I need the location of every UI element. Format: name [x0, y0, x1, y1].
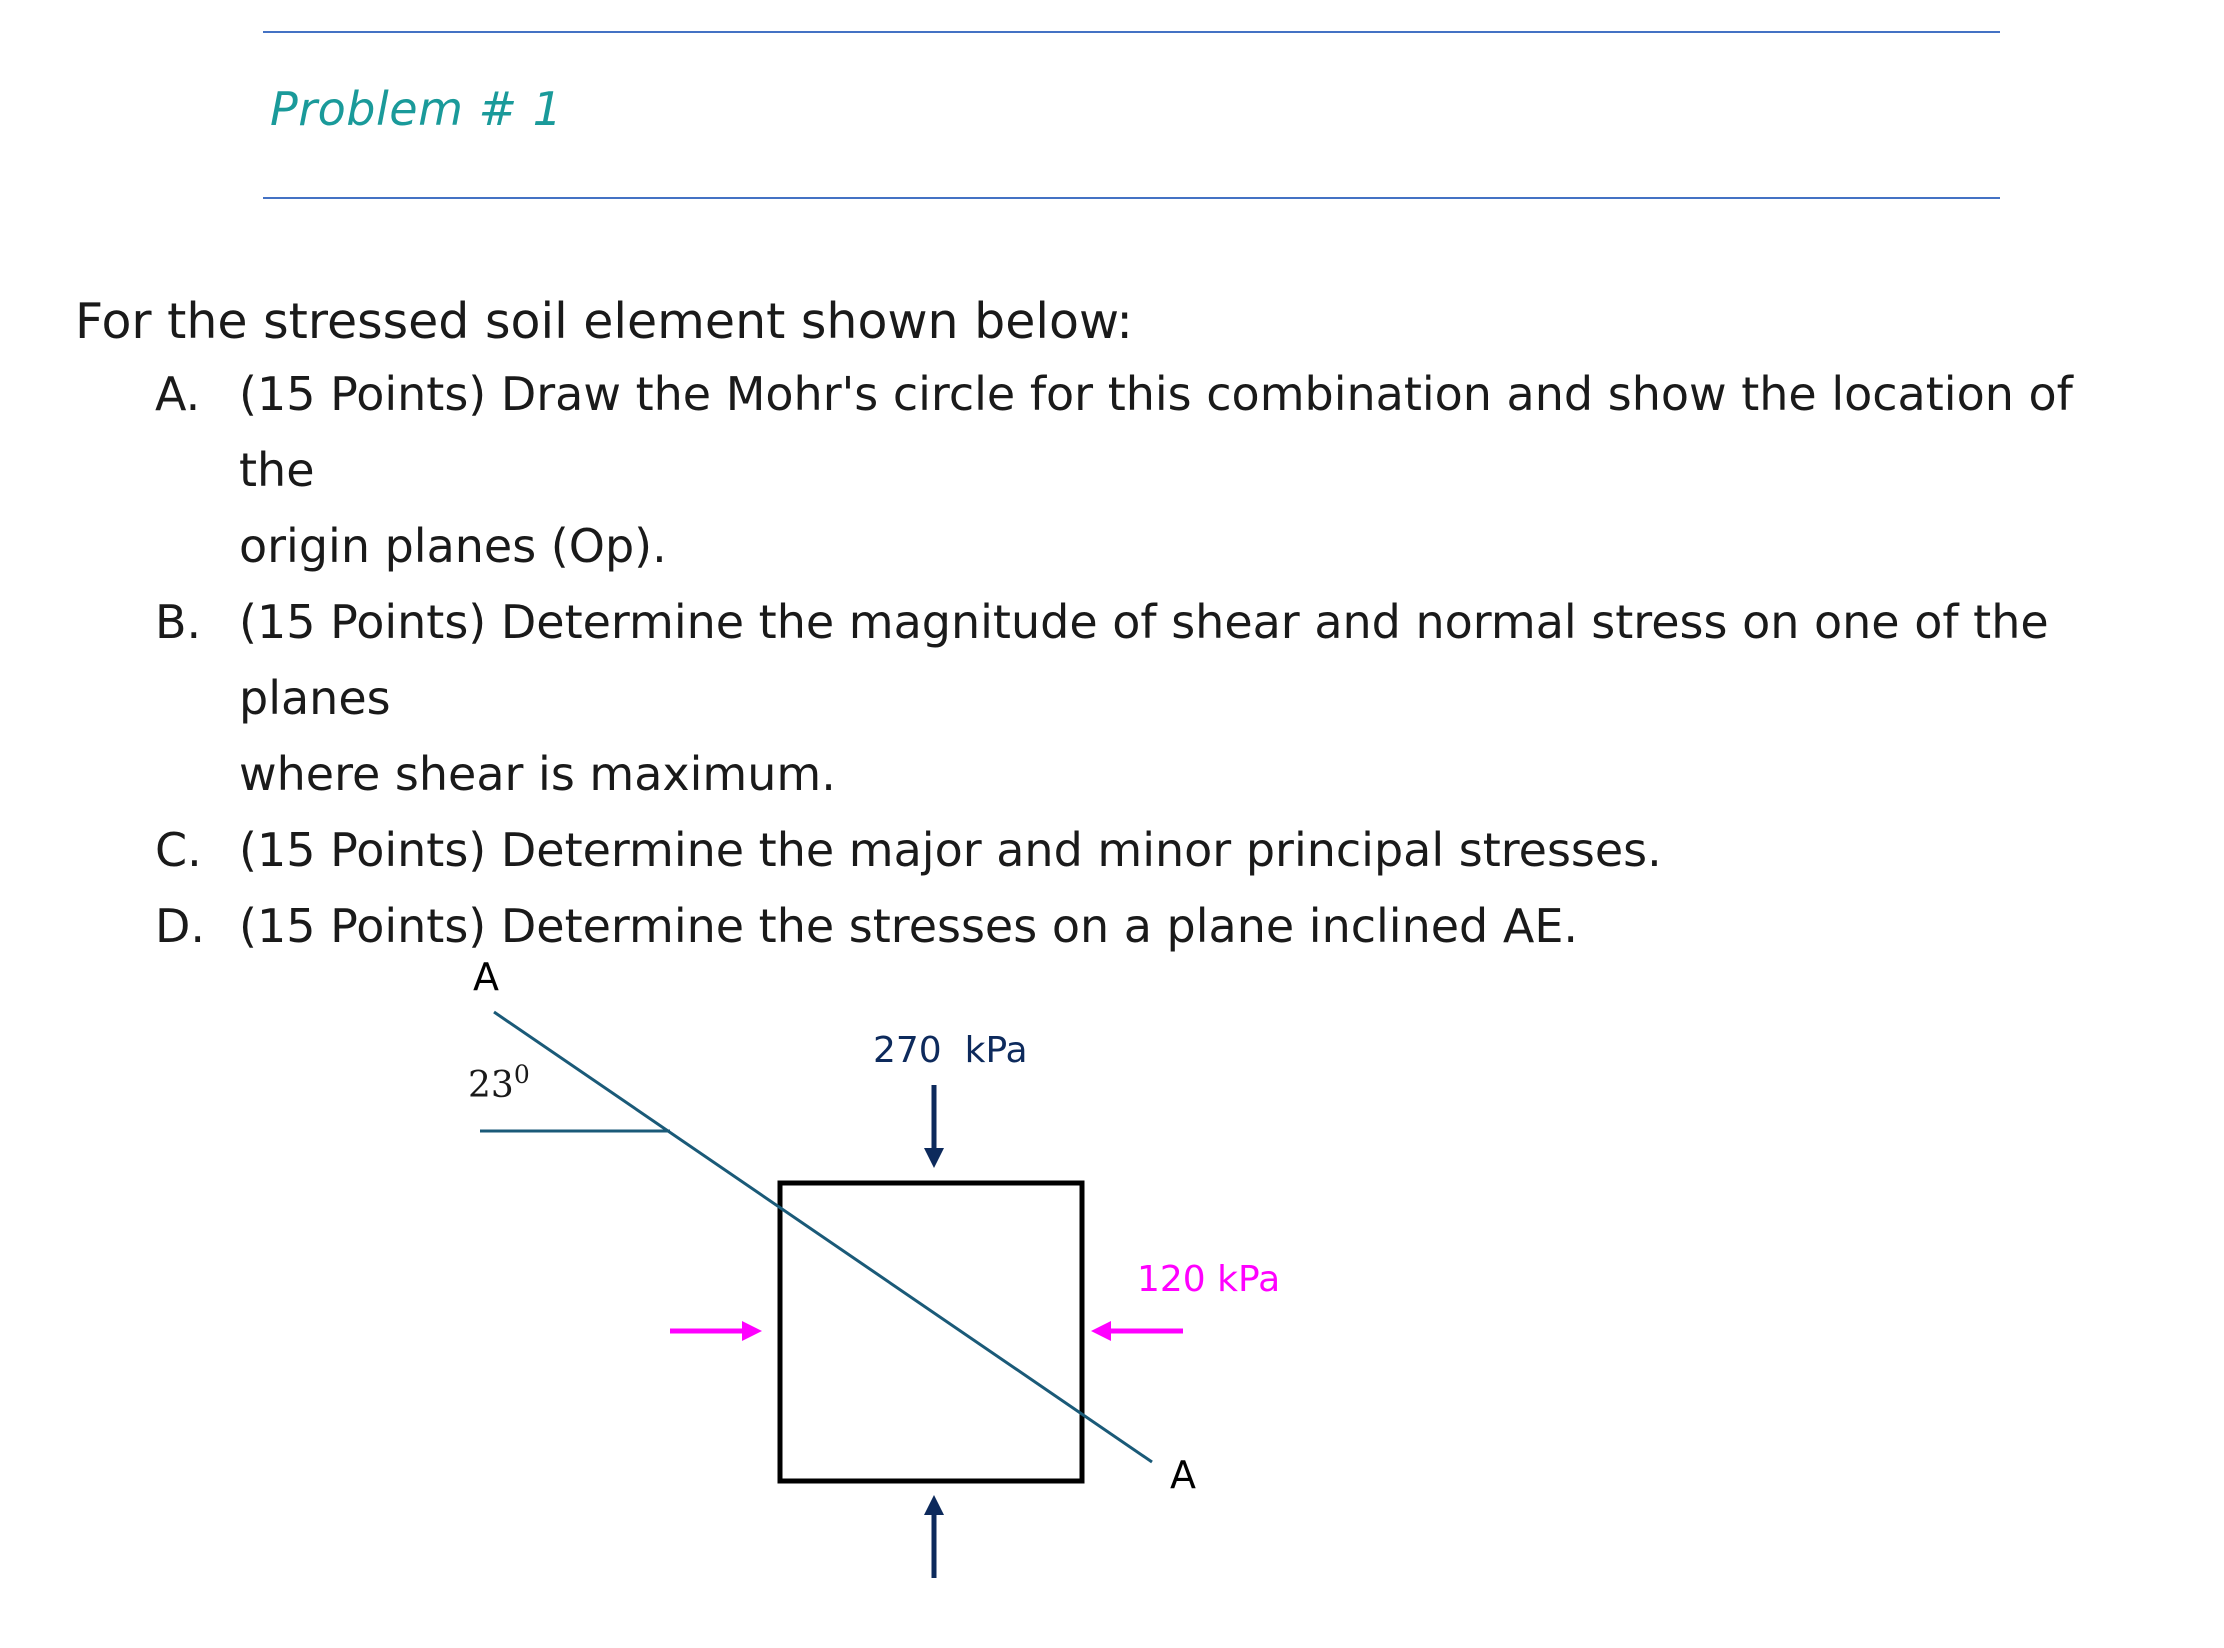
- question-letter: B.: [155, 595, 202, 649]
- question-text: (15 Points) Draw the Mohr's circle for this combination and show the location of the: [239, 367, 2073, 497]
- soil-element: [780, 1183, 1082, 1481]
- question-letter: A.: [155, 367, 201, 421]
- angle-label: [468, 1060, 530, 1106]
- problem-title: Problem # 1: [270, 82, 563, 136]
- intro-text: For the stressed soil element shown below:: [75, 293, 1133, 350]
- question-text: (15 Points) Determine the stresses on a plane inclined AE.: [239, 899, 1579, 953]
- angle-value: 23: [468, 1065, 514, 1106]
- question-letter: D.: [155, 899, 206, 953]
- question-text-continued: where shear is maximum.: [239, 747, 836, 801]
- plane-label-bottom: A: [1170, 1453, 1196, 1497]
- question-text: (15 Points) Determine the major and minor principal stresses.: [239, 823, 1662, 877]
- question-text: (15 Points) Determine the magnitude of shear and normal stress on one of the planes: [239, 595, 2049, 725]
- question-letter: C.: [155, 823, 202, 877]
- angle-superscript: 0: [513, 1060, 530, 1089]
- vertical-stress-label: 270 kPa: [873, 1030, 1028, 1071]
- question-text-continued: origin planes (Op).: [239, 519, 667, 573]
- plane-label-top: A: [473, 955, 499, 999]
- horizontal-stress-label: 120 kPa: [1137, 1259, 1281, 1300]
- inclined-plane-line: [494, 1012, 1152, 1462]
